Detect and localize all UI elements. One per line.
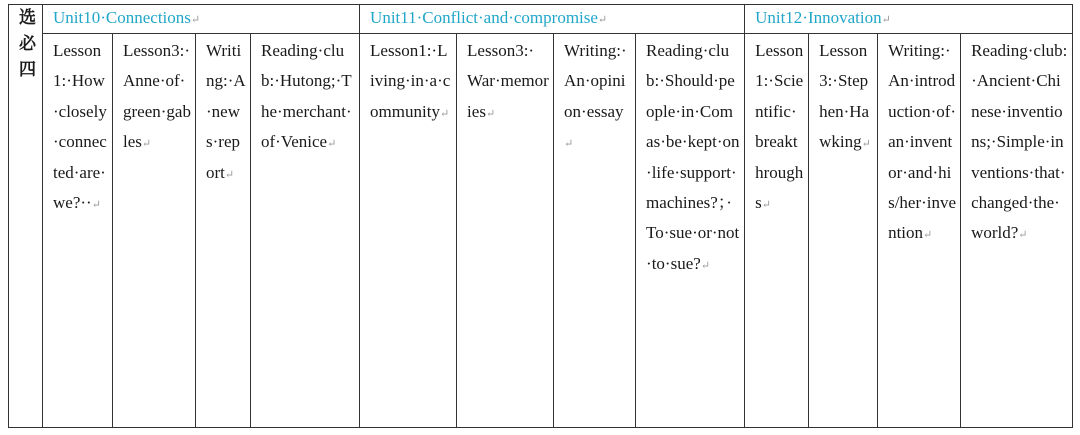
elective-book-label [9, 5, 43, 428]
unit11-writing-cell: Writing:·An·opinion·essay↵ [554, 34, 636, 428]
unit-header-row [9, 5, 1073, 34]
unit11-reading-club-cell: Reading·club:·Should·people·in·Comas·be·kept·on·life·support·machines?；·To·sue·or·not·to·sue?↵ [636, 34, 745, 428]
unit10-writing-cell: Writing:·A·news·report↵ [196, 34, 251, 428]
unit10-reading-club-cell: Reading·club:·Hutong;·The·merchant·of·Venice↵ [251, 34, 360, 428]
unit10-lesson3-cell: Lesson3:·Anne·of·green·gables↵ [113, 34, 196, 428]
unit11-title: Unit11·Conflict·and·compromise↵ [360, 5, 745, 34]
syllabus-table [8, 4, 1073, 428]
unit12-lesson1-cell: Lesson1:·Scientific·breakthroughs↵ [745, 34, 809, 428]
unit12-reading-club-cell: Reading·club:·Ancient·Chinese·inventions;·Simple·inventions·that·changed·the·world?↵ [961, 34, 1073, 428]
unit12-writing-cell: Writing:·An·introduction·of·an·inventor·and·his/her·invention↵ [878, 34, 961, 428]
label-char: 必 [19, 34, 36, 53]
unit12-lesson3-cell: Lesson3:·Stephen·Hawking↵ [809, 34, 878, 428]
unit11-lesson3-cell: Lesson3:·War·memories↵ [457, 34, 554, 428]
lessons-row [9, 34, 1073, 428]
label-char: 选 [19, 8, 36, 27]
unit10-title: Unit10·Connections↵ [43, 5, 360, 34]
unit11-lesson1-cell: Lesson1:·Living·in·a·community↵ [360, 34, 457, 428]
unit12-title: Unit12·Innovation↵ [745, 5, 1073, 34]
unit10-lesson1-cell: Lesson1:·How·closely·connected·are·we?··↵ [43, 34, 113, 428]
label-char: 四 [19, 60, 36, 79]
